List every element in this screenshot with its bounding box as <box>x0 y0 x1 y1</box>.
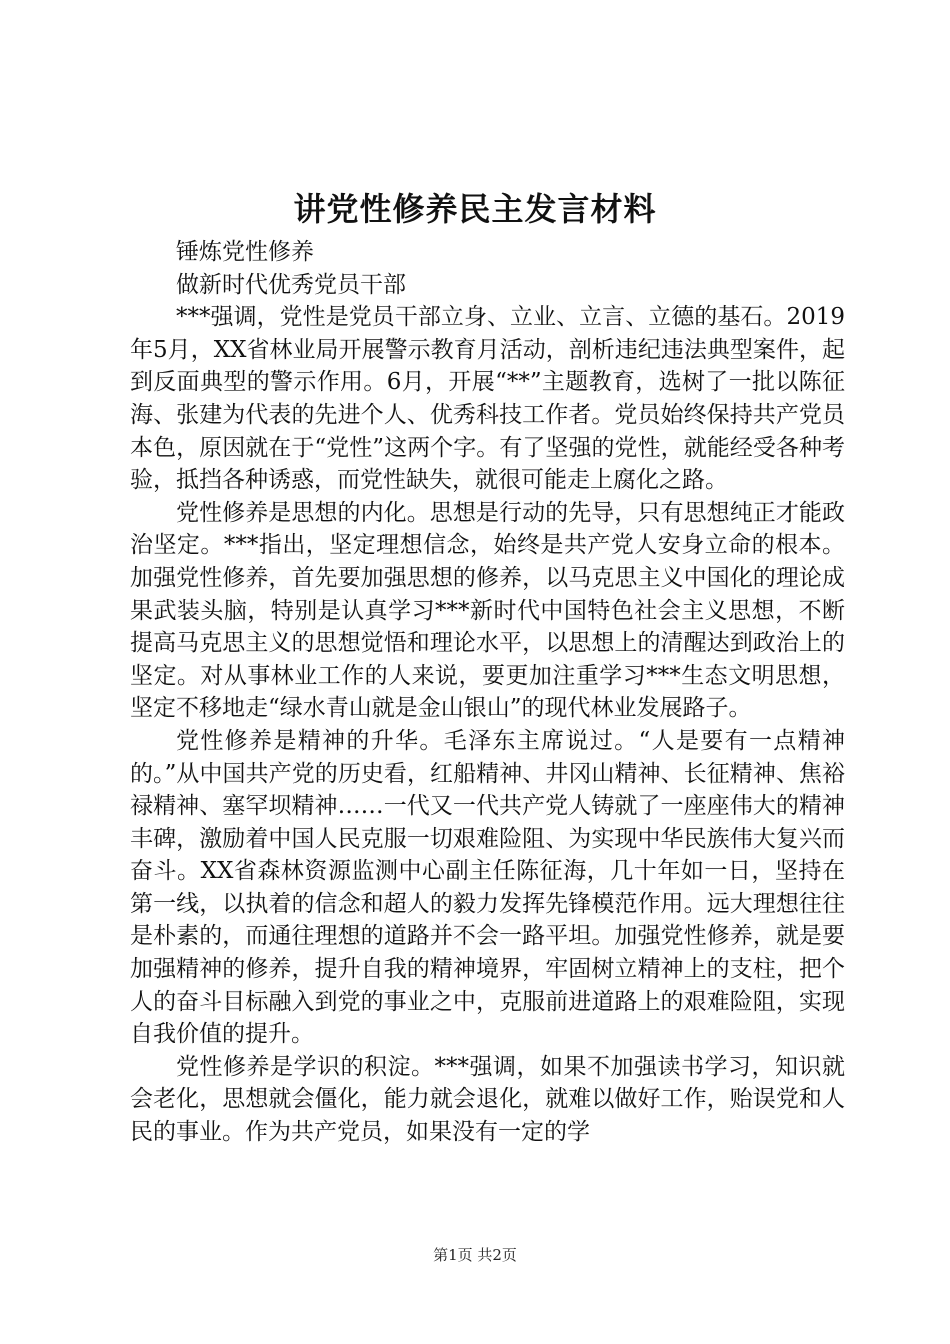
body-paragraph: ***强调，党性是党员干部立身、立业、立言、立德的基石。2019年5月，XX省林业局开展警示教育月活动，剖析违纪违法典型案件，起到反面典型的警示作用。6月，开展“**”主题教育，选树了一批以陈征海、张建为代表的先进个人、优秀科技工作者。党员始终保持共产党员本色，原因就在于“党性”这两个字。有了坚强的党性，就能经受各种考验，抵挡各种诱惑，而党性缺失，就很可能走上腐化之路。 <box>130 304 845 494</box>
body-paragraph: 党性修养是思想的内化。思想是行动的先导，只有思想纯正才能政治坚定。***指出，坚定理想信念，始终是共产党人安身立命的根本。加强党性修养，首先要加强思想的修养，以马克思主义中国化的理论成果武装头脑，特别是认真学习***新时代中国特色社会主义思想，不断提高马克思主义的思想觉悟和理论水平，以思想上的清醒达到政治上的坚定。对从事林业工作的人来说，要更加注重学习***生态文明思想，坚定不移地走“绿水青山就是金山银山”的现代林业发展路子。 <box>130 499 845 722</box>
page-number-footer: 第1页 共2页 <box>433 1246 517 1264</box>
subtitle-line-2: 做新时代优秀党员干部 <box>176 271 406 298</box>
subtitle-line-1: 锤炼党性修养 <box>176 239 314 265</box>
document-title: 讲党性修养民主发言材料 <box>293 190 657 228</box>
body-paragraph: 党性修养是学识的积淀。***强调，如果不加强读书学习，知识就会老化，思想就会僵化，能力就会退化，就难以做好工作，贻误党和人民的事业。作为共产党员，如果没有一定的学 <box>130 1053 845 1146</box>
document-body <box>130 236 845 1149</box>
body-paragraph: 党性修养是精神的升华。毛泽东主席说过。“人是要有一点精神的。”从中国共产党的历史看，红船精神、井冈山精神、长征精神、焦裕禄精神、塞罕坝精神……一代又一代共产党人铸就了一座座伟大的精神丰碑，激励着中国人民克服一切艰难险阻、为实现中华民族伟大复兴而奋斗。XX省森林资源监测中心副主任陈征海，几十年如一日，坚持在第一线，以执着的信念和超人的毅力发挥先锋模范作用。远大理想往往是朴素的，而通往理想的道路并不会一路平坦。加强党性修养，就是要加强精神的修养，提升自我的精神境界，牢固树立精神上的支柱，把个人的奋斗目标融入到党的事业之中，克服前进道路上的艰难险阻，实现自我价值的提升。 <box>130 727 845 1048</box>
